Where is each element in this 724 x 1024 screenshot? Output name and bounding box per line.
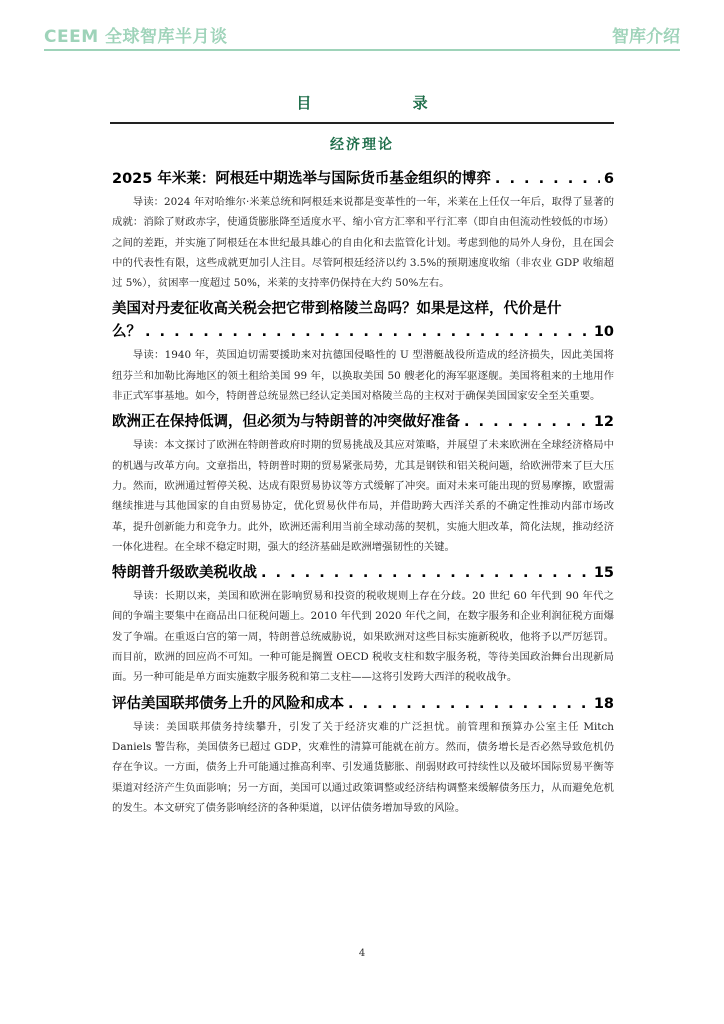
toc-entry-title[interactable]: 特朗普升级欧美税收战 <box>112 565 257 582</box>
leader-dots <box>261 562 590 585</box>
leader-dots <box>495 168 600 191</box>
leader-dots <box>348 693 590 716</box>
toc-entry-summary: 导读：1940 年，英国迫切需要援助来对抗德国侵略性的 U 型潜艇战役所造成的经济损失，因此美国将纽芬兰和加勒比海地区的领土租给美国 99 年，以换取美国 50 艘老化的海军驱逐舰。美国将租来的土地用作非正式军事基地。如今，特朗普总统显然已经认定美国对格陵兰岛的主权对于确保美国国家安全至关重要。 <box>112 349 614 403</box>
leader-dots <box>464 411 590 434</box>
toc-entry <box>112 168 614 293</box>
page-header <box>44 22 680 48</box>
toc-entry <box>112 693 614 818</box>
toc-entry-title[interactable]: 美国对丹麦征收高关税会把它带到格陵兰岛吗？如果是这样，代价是什 <box>112 301 562 318</box>
toc-entry-title-row[interactable] <box>112 168 614 191</box>
toc-entry-title[interactable]: 2025 年米莱：阿根廷中期选举与国际货币基金组织的博弈 <box>112 171 491 187</box>
toc-entry-title-continued[interactable]: 么？ <box>112 324 141 341</box>
toc-entry-summary: 导读：长期以来，美国和欧洲在影响贸易和投资的税收规则上存在分歧。20 世纪 60 年代到 90 年代之间的争端主要集中在商品出口征税问题上。2010 年代到 2020 年代之间，在数字服务和企业利润征税方面爆发了争端。在重返白宫的第一周，特朗普总统威胁说，如果欧洲对这些目标实施新税收，他将予以严厉惩罚。而目前，欧洲的回应尚不可知。一种可能是搁置 OECD 税收支柱和数字服务税，等待美国政治舞台出现新局面。另一种可能是单方面实施数字服务税和第二支柱——这将引发跨大西洋的税收战争。 <box>112 590 614 684</box>
toc-entry-page[interactable]: 6 <box>603 171 614 187</box>
toc-entry-title[interactable]: 评估美国联邦债务上升的风险和成本 <box>112 695 344 712</box>
toc-entry-summary: 导读：美国联邦债务持续攀升，引发了关于经济灾难的广泛担忧。前管理和预算办公室主任 Mitch Daniels 警告称，美国债务已超过 GDP，灾难性的清算可能就在前方。然而，债务增长是否必然导致危机仍存在争议。一方面，债务上升可能通过推高利率、引发通货膨胀、削弱财政可持续性以及破坏国际贸易平衡等渠道对经济产生负面影响；另一方面，美国可以通过政策调整或经济结构调整来缓解债务压力，从而避免危机的发生。本文研究了债务影响经济的各种渠道，以评估债务增加导致的风险。 <box>112 720 614 814</box>
toc-entry-summary: 导读：本文探讨了欧洲在特朗普政府时期的贸易挑战及其应对策略，并展望了未来欧洲在全球经济格局中的机遇与改革方向。文章指出，特朗普时期的贸易紧张局势，尤其是钢铁和铝关税问题，给欧洲带来了巨大压力。然而，欧洲通过暂停关税、达成有限贸易协议等方式缓解了冲突。面对未来可能出现的贸易摩擦，欧盟需继续推进与其他国家的自由贸易协定，优化贸易伙伴布局，并借助跨大西洋关系的不确定性推动内部市场改革，提升创新能力和竞争力。此外，欧洲还需利用当前全球动荡的契机，实施大胆改革，简化法规，推动经济一体化进程。在全球不稳定时期，强大的经济基础是欧洲增强韧性的关键。 <box>112 439 614 553</box>
toc-entry-title-row[interactable] <box>112 693 614 716</box>
toc-entry <box>112 562 614 687</box>
toc-entry <box>112 411 614 557</box>
toc-entries <box>112 168 614 823</box>
toc-entry-title-row[interactable] <box>112 562 614 585</box>
publication-title: CEEM 全球智库半月谈 <box>44 27 228 47</box>
header-divider <box>44 49 680 51</box>
toc-entry-title-row[interactable] <box>112 411 614 434</box>
leader-dots <box>145 321 590 344</box>
toc-entry-title-row[interactable] <box>112 298 614 344</box>
toc-entry-page[interactable]: 15 <box>593 565 614 582</box>
toc-entry-page[interactable]: 12 <box>593 414 614 431</box>
toc-divider <box>110 122 614 124</box>
section-label: 智库介绍 <box>612 27 680 47</box>
toc-title: 目 录 <box>296 94 476 112</box>
page-number: 4 <box>358 948 366 959</box>
section-title: 经济理论 <box>330 137 394 153</box>
toc-entry-summary: 导读：2024 年对哈维尔·米莱总统和阿根廷来说都是变革性的一年，米莱在上任仅一年后，取得了显著的成就：消除了财政赤字，使通货膨胀降至适度水平、缩小官方汇率和平行汇率（即自由但流动性较低的市场）之间的差距，并实施了阿根廷在本世纪最具雄心的自由化和去监管化计划。考虑到他的局外人身份，且在国会中的代表性有限，这些成就更加引人注目。尽管阿根廷经济以约 3.5%的预期速度收缩（非农业 GDP 收缩超过 5%），贫困率一度超过 50%，米莱的支持率仍保持在大约 50%左右。 <box>112 196 614 290</box>
toc-entry-page[interactable]: 18 <box>593 695 614 712</box>
toc-entry-page[interactable]: 10 <box>593 324 614 341</box>
toc-entry-title[interactable]: 欧洲正在保持低调，但必须为与特朗普的冲突做好准备 <box>112 414 460 431</box>
toc-entry <box>112 298 614 406</box>
